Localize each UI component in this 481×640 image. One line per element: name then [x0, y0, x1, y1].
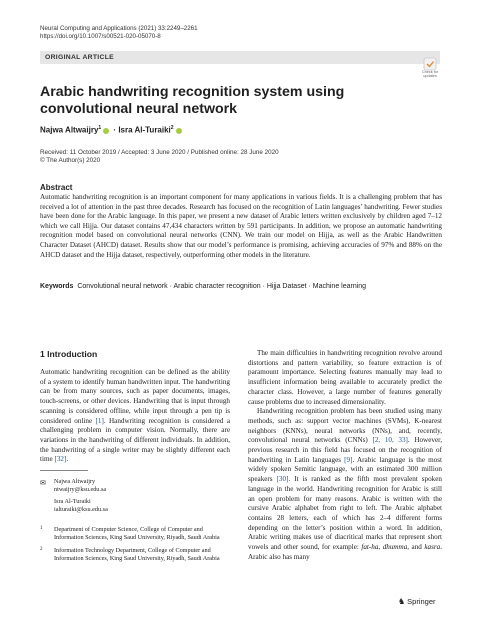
- article-type-label: ORIGINAL ARTICLE: [45, 53, 114, 61]
- author-name: Isra Al-Turaiki: [118, 125, 171, 135]
- publisher-name: Springer: [407, 597, 436, 606]
- intro-left-column: [40, 368, 230, 465]
- history-dates: Received: 11 October 2019 / Accepted: 3 June 2020 / Published online: 28 June 2020: [40, 149, 279, 156]
- affiliation-number: 1: [40, 526, 43, 531]
- doi-link[interactable]: https://doi.org/10.1007/s00521-020-05070-8: [40, 33, 161, 40]
- intro-paragraph: [248, 407, 442, 562]
- separator: , and: [407, 543, 425, 552]
- example-term: kasra: [424, 543, 441, 552]
- correspondent-name: Najwa Altwaijry: [54, 478, 96, 485]
- section-heading: 1 Introduction: [40, 349, 98, 359]
- check-updates-label: Check for updates: [421, 70, 439, 78]
- intro-text: Automatic handwriting recognition can be defined as the ability of a system to identify human handwritten input. The handwriting can be from many sources, such as paper documents, images, touch-screens, or other devices. Handwriting that is input through scanning is considered offline, while input through a pen tip is considered online: [40, 368, 230, 425]
- correspondent: [54, 498, 230, 514]
- intro-text: . Arabic also has many: [248, 543, 442, 561]
- citation-link[interactable]: [30]: [276, 475, 289, 484]
- journal-header: [40, 25, 198, 41]
- example-term: dhumma: [382, 543, 408, 552]
- publication-dates: [40, 149, 279, 165]
- citation-link[interactable]: [9]: [344, 455, 353, 464]
- separator: ,: [378, 543, 383, 552]
- author-list: [40, 125, 184, 135]
- example-term: fat-ha: [361, 543, 379, 552]
- intro-text: .: [66, 455, 69, 464]
- orcid-icon[interactable]: [103, 128, 109, 134]
- check-for-updates-badge[interactable]: [418, 57, 442, 77]
- intro-text: . Handwriting recognition is considered a challenging problem in computer vision. Normally, there are variations in the handwriting of different individuals. In addition, the handwriting of a single writer may be slightly different each time: [40, 416, 230, 464]
- keywords-text: Convolutional neural network · Arabic character recognition · Hijja Dataset · Machine learning: [77, 283, 367, 290]
- correspondent-email[interactable]: ntwaijry@ksu.edu.sa: [54, 486, 107, 493]
- affiliation-number: 2: [40, 547, 43, 552]
- copyright-line: © The Author(s) 2020: [40, 157, 101, 164]
- intro-right-column: [248, 349, 442, 562]
- intro-text: . However, previous research in this field has focused on the recognition of handwriting in Latin languages: [248, 436, 442, 464]
- affiliations-block: [40, 526, 230, 568]
- intro-text: . It is ranked as the fifth most prevalent spoken language in the world. Handwriting recognition for Arabic is still an open problem for many reasons. Arabic is written with the cursive Arabic alphabet from right to left. The Arabic alphabet contains 28 letters, each of which has 2–4 different forms depending on the letter’s position within a word. In addition, Arabic writing makes use of diacritical marks that represent short vowels and other sound, for example:: [248, 475, 442, 552]
- affiliation: [40, 526, 230, 542]
- abstract-heading: Abstract: [40, 183, 73, 192]
- author-affiliation-marker: 2: [170, 125, 174, 131]
- citation-link[interactable]: [1]: [95, 416, 104, 425]
- check-updates-icon: [418, 57, 442, 71]
- author-name: Najwa Altwaijry: [40, 125, 99, 135]
- correspondent-email[interactable]: ialturaiki@ksu.edu.sa: [54, 506, 108, 513]
- correspondent: [54, 478, 230, 494]
- affiliation: [40, 547, 230, 563]
- springer-horse-icon: ♞: [398, 597, 406, 606]
- article-type-banner: [40, 51, 440, 64]
- correspondent-name: Isra Al-Turaiki: [54, 498, 91, 505]
- journal-citation: Neural Computing and Applications (2021) 33:2249–2261: [40, 25, 198, 32]
- intro-text: Handwriting recognition problem has been studied using many methods, such as: support vector machines (SVMs), K-nearest neighbors (KNNs), neural networks (NNs), and, recently, convolutional neural networks (CNNs): [248, 407, 442, 445]
- citation-link[interactable]: [2, 10, 33]: [372, 436, 408, 445]
- intro-paragraph: The main difficulties in handwriting recognition revolve around distortions and pattern variability, so feature extraction is of paramount importance. Selecting features manually may lead to insufficient information being available to accurately predict the character class. However, a large number of features generally cause problems due to increased dimensionality.: [248, 349, 442, 406]
- keywords-label: Keywords: [40, 283, 74, 290]
- intro-text: . Arabic language is the most widely spoken Semitic language, with an estimated 300 million speakers: [248, 455, 442, 484]
- author-separator: ·: [113, 125, 117, 135]
- footnote-divider: [40, 470, 88, 471]
- affiliation-text: Information Technology Department, College of Computer and Information Sciences, King Saud University, Riyadh, Saudi Arabia: [54, 547, 220, 562]
- citation-link[interactable]: [32]: [54, 455, 67, 464]
- keywords-line: [40, 282, 442, 291]
- correspondence-block: [40, 478, 230, 518]
- envelope-icon: ✉: [40, 479, 46, 487]
- abstract-text: Automatic handwriting recognition is an important component for many applications in various fields. It is a challenging problem that has received a lot of attention in the past three decades. Research has focused on the recognition of Latin languages’ handwriting. Fewer studies have been done for the Arabic language. In this paper, we present a new dataset of Arabic letters written exclusively by children aged 7–12 which we call Hijja. Our dataset contains 47,434 characters written by 591 participants. In addition, we propose an automatic handwriting recognition model based on convolutional neural networks (CNN). We train our model on Hijja, as well as the Arabic Handwritten Character Dataset (AHCD) dataset. Results show that our model’s performance is promising, achieving accuracies of 97% and 88% on the AHCD dataset and the Hijja dataset, respectively, outperforming other models in the literature.: [40, 193, 442, 259]
- publisher-logo: [398, 597, 436, 606]
- article-title: Arabic handwriting recognition system using convolutional neural network: [40, 84, 345, 117]
- orcid-icon[interactable]: [176, 128, 182, 134]
- author-affiliation-marker: 1: [98, 125, 102, 131]
- affiliation-text: Department of Computer Science, College of Computer and Information Sciences, King Saud University, Riyadh, Saudi Arabia: [54, 526, 220, 541]
